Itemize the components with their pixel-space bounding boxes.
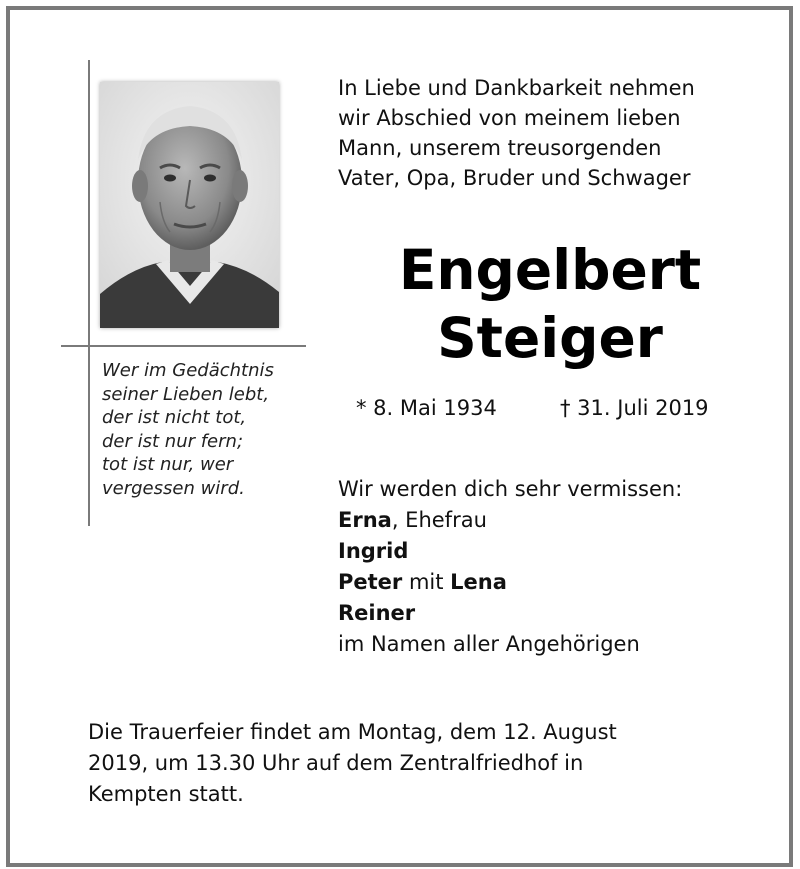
intro-line: Mann, unserem treusorgenden (338, 136, 662, 160)
mourners-closing: im Namen aller Angehörigen (338, 632, 640, 656)
intro-line: wir Abschied von meinem lieben (338, 106, 681, 130)
poem-line: tot ist nur, wer (102, 454, 234, 475)
poem-line: Wer im Gedächtnis (102, 360, 274, 381)
poem-line: der ist nur fern; (102, 430, 244, 452)
funeral-line: Die Trauerfeier findet am Montag, dem 12. August (88, 720, 617, 744)
poem-line: der ist nicht tot, (102, 407, 247, 428)
mourners-heading: Wir werden dich sehr vermissen: (338, 477, 683, 501)
mourner-role: , Ehefrau (391, 508, 487, 532)
mourner-name: Reiner (338, 601, 416, 625)
poem-line: seiner Lieben lebt, (102, 383, 270, 405)
mourner-name: Peter (338, 570, 403, 594)
intro-line: In Liebe und Dankbarkeit nehmen (338, 76, 695, 100)
vertical-cross-line (88, 60, 90, 526)
intro-line: Vater, Opa, Bruder und Schwager (338, 166, 691, 190)
mourner-row (338, 505, 778, 536)
mourner-row (338, 567, 778, 598)
last-name: Steiger (437, 306, 663, 370)
portrait-photo (100, 82, 279, 328)
horizontal-cross-line (61, 345, 306, 347)
death-date: † 31. Juli 2019 (560, 396, 709, 420)
funeral-line: 2019, um 13.30 Uhr auf dem Zentralfriedhof in (88, 751, 584, 775)
intro-text (338, 73, 758, 193)
birth-date: * 8. Mai 1934 (356, 396, 497, 420)
funeral-info (88, 717, 748, 810)
first-name: Engelbert (398, 238, 702, 302)
deceased-name (330, 236, 770, 372)
poem-line: vergessen wird. (102, 477, 245, 499)
mourner-row (338, 598, 778, 629)
mourners-list (338, 474, 778, 660)
mourner-name: Lena (450, 570, 507, 594)
mourner-name: Ingrid (338, 539, 409, 563)
mourner-row (338, 536, 778, 567)
memorial-poem (102, 359, 302, 500)
mourner-name: Erna (338, 508, 392, 532)
mourner-connector: mit (402, 570, 451, 594)
funeral-line: Kempten statt. (88, 782, 244, 806)
